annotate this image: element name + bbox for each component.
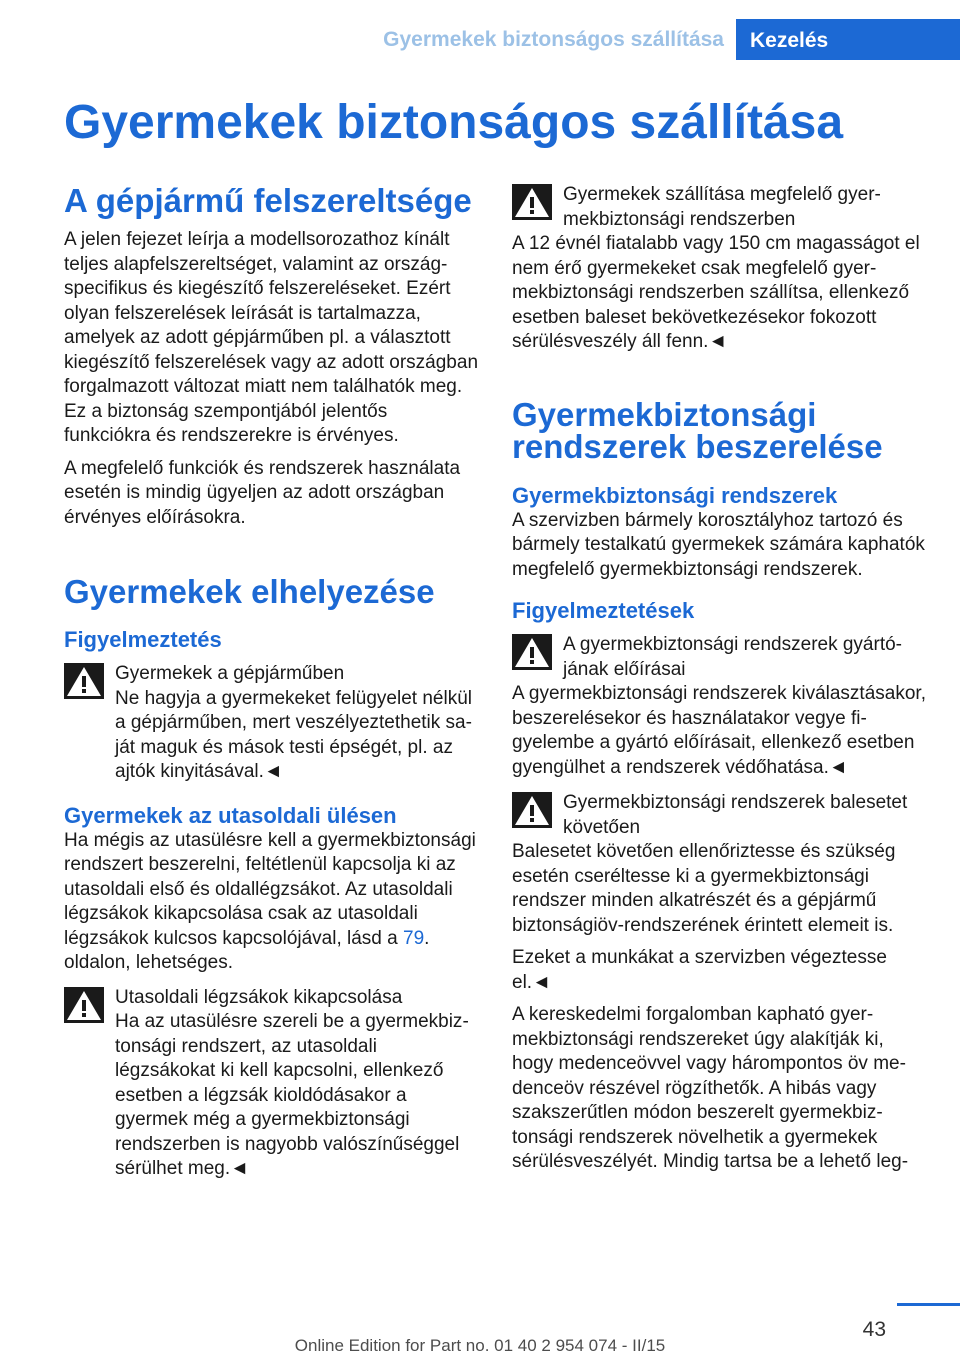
right-column	[512, 183, 926, 1175]
equipment-paragraph-1: A jelen fejezet leírja a modellsorozathoz kínált teljes alapfelszereltséget, valamint az országspecifikus és kiegészítő felszereléseket. Ezért olyan felszerelések leírását is tartalmazza, amelyek az adott gépjárműben pl. a választott kiegészítő felszerelések vagy az adott országban forgalmazott változat miatt nem találhatók meg. Ez a biztonság szempontjából jelentős funkciókra és rendszerekre is érvényes.	[64, 229, 479, 446]
warning-body: A gyermekbiztonsági rendszerek kiválasztásakor, beszerelésekor és használatakor vegye figyelembe a gyártó előírásait, ellenkező esetben gyengülhet a rendszerek védőhatása.◄	[512, 683, 926, 778]
subheading-warnings: Figyelmeztetések	[512, 598, 695, 623]
restraint-systems-paragraph: A szervizben bármely korosztályhoz tartozó és bármely testalkatú gyermekek számára kaphatók megfelelő gyermekbiztonsági rendszerek.	[512, 509, 925, 580]
warning-block-airbag-off	[64, 986, 478, 1182]
page-reference-link[interactable]: 79	[403, 927, 425, 949]
warning-title: Gyermekbiztonsági rendszerek balesetet követően	[563, 792, 908, 838]
page-title: Gyermekek biztonságos szállítása	[64, 96, 844, 149]
warning-body: A 12 évnél fiatalabb vagy 150 cm magasságot el nem érő gyermekeket csak megfelelő gyermekbiztonsági rendszerben szállítsa, ellenkező esetben baleset bekövetkezésekor fokozott sérülésveszély áll fenn.◄	[512, 233, 920, 352]
warning-triangle-icon	[64, 987, 104, 1023]
warning-block-proper-restraint	[512, 183, 926, 232]
warning-block-after-accident	[512, 791, 926, 840]
header-chapter-tab[interactable]: Kezelés	[736, 19, 960, 60]
page-number: 43	[862, 1318, 886, 1341]
section-heading-equipment: A gépjármű felszereltsége	[64, 182, 472, 219]
warning-body: Ne hagyja a gyermekeket felügyelet nélkül a gépjárműben, mert veszélyeztethetik saját maguk és mások testi épségét, pl. az ajtók kinyitásával.◄	[115, 687, 472, 782]
footer-edition: Online Edition for Part no. 01 40 2 954 074 - II/15	[294, 1336, 666, 1355]
equipment-paragraph-2: A megfelelő funkciók és rendszerek használata esetén is mindig ügyeljen az adott országban érvényes előírásokra.	[64, 457, 461, 528]
warning-triangle-icon	[512, 634, 552, 670]
subheading-front-passenger-seat: Gyermekek az utasoldali ülésen	[64, 802, 397, 828]
front-seat-paragraph	[64, 829, 478, 976]
warning-block-manufacturer	[512, 633, 926, 682]
warning-title: Utasoldali légzsákok kikapcsolása	[115, 986, 403, 1008]
warning-block-children-in-car	[64, 662, 478, 785]
header-section-title: Gyermekek biztonságos szállítása	[383, 28, 724, 51]
footer-accent-line	[897, 1303, 960, 1306]
warning-title: Gyermekek szállítása megfelelő gyermekbiztonsági rendszerben	[563, 184, 881, 230]
front-seat-text: Ha mégis az utasülésre kell a gyermekbiztonsági rendszert beszerelni, feltétlenül kapcsolja ki az utasoldali első és oldallégzsákot. Az utasoldali légzsákok kikapcsolása csak az utasoldali légzsákok kulcsos kapcsolójával, lásd a	[64, 829, 476, 949]
commercial-systems-paragraph: A kereskedelmi forgalomban kapható gyermekbiztonsági rendszereket úgy alakítják ki, hogy medenceövvel vagy hárompontos öv medenceöv részével rögzíthetők. A hibás vagy szakszerűtlen módon beszerelt gyermekbiztonsági rendszerek növelhetik a gyermekek sérülésveszélyét. Mindig tartsa be a lehető leg-	[512, 1004, 909, 1172]
subheading-restraint-systems: Gyermekbiztonsági rendszerek	[512, 482, 838, 508]
warning-body: Ha az utasülésre szereli be a gyermekbiztonsági rendszert, az utasoldali légzsákokat ki kell kapcsolni, ellenkező esetben a légzsák kioldódásakor a gyermek még a gyermekbiztonsági rendszerben is nagyobb valószínűséggel sérülhet meg.◄	[115, 1011, 469, 1179]
warning-title: A gyermekbiztonsági rendszerek gyártójának előírásai	[563, 634, 902, 680]
page-header	[0, 0, 960, 60]
left-column	[64, 183, 478, 1182]
section-heading-placement: Gyermekek elhelyezése	[64, 573, 435, 610]
warning-triangle-icon	[512, 184, 552, 220]
front-seat-text-end: . oldalon, lehetséges.	[64, 927, 430, 973]
workshop-paragraph: Ezeket a munkákat a szervizben végeztesse el.◄	[512, 947, 887, 993]
warning-body: Balesetet követően ellenőriztesse és szükség esetén cseréltesse ki a gyermekbiztonsági rendszer minden alkatrészét és a gépjármű biztonságiöv-rendszerének érintett elemeit is.	[512, 841, 896, 936]
warning-title: Gyermekek a gépjárműben	[115, 663, 345, 684]
warning-triangle-icon	[64, 663, 104, 699]
subheading-warning: Figyelmeztetés	[64, 627, 222, 652]
warning-triangle-icon	[512, 792, 552, 828]
section-heading-installation: Gyermekbiztonsági rendszerek beszerelése	[512, 395, 883, 465]
